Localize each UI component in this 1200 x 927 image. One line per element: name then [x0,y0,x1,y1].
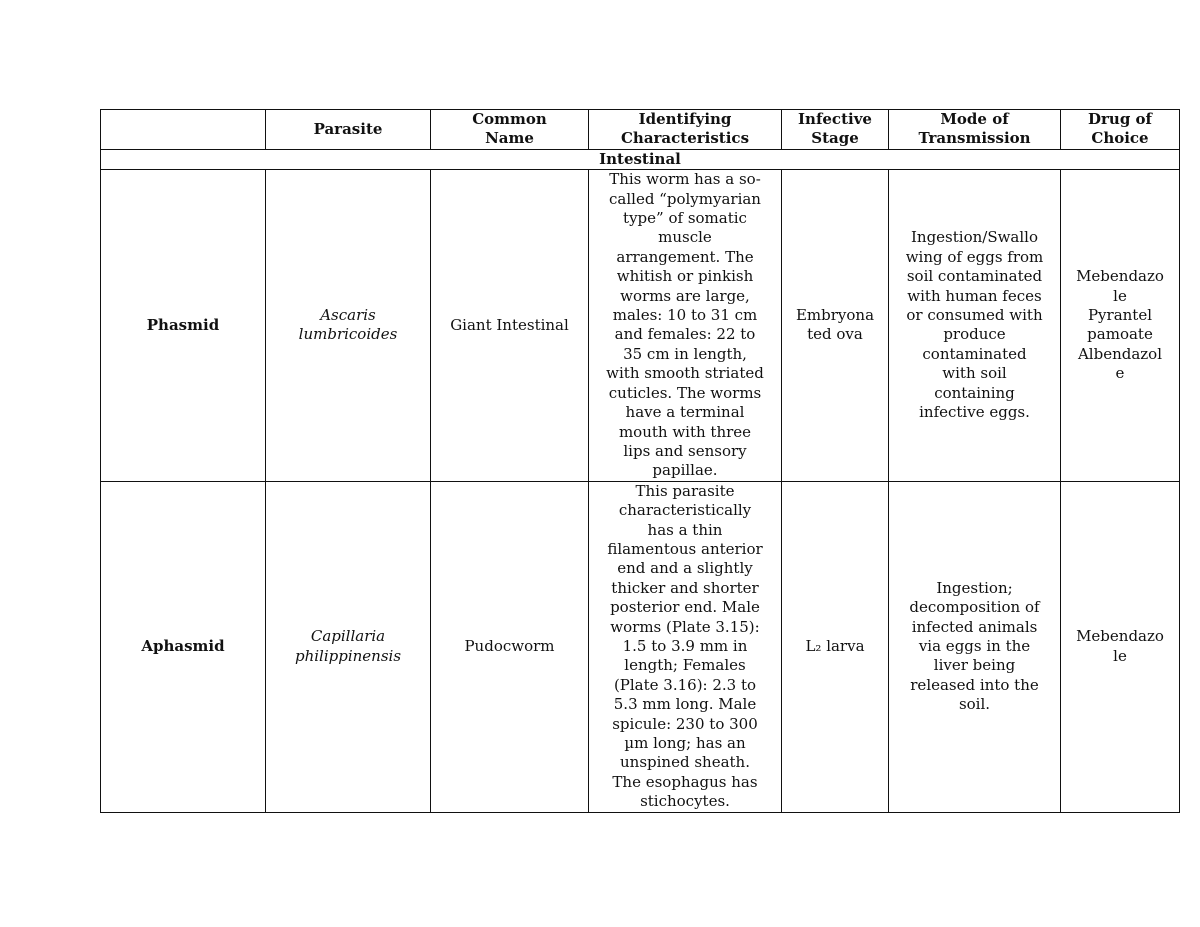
identifying-characteristics-cell: This worm has a so- called “polymyarian type” of somatic muscle arrangement. The whitish or pinkish worms are large, males: 10 to 31 cm and females: 22 to 35 cm in length, with smooth striated cuticles. The worms have a terminal mouth with three lips and sensory papillae. [589,170,782,482]
table-row [101,481,1180,812]
header-cell-drug-of-choice: Drug of Choice [1061,110,1180,150]
row-group-label: Aphasmid [101,481,266,812]
drug-of-choice-cell: Mebendazo le [1061,481,1180,812]
common-name-cell: Pudocworm [431,481,589,812]
parasite-scientific-name: Capillaria philippinensis [266,481,431,812]
table-header-row [101,110,1180,150]
section-label: Intestinal [101,149,1180,169]
infective-stage-cell: L₂ larva [782,481,889,812]
row-group-label: Phasmid [101,170,266,482]
infective-stage-cell: Embryona ted ova [782,170,889,482]
header-cell-identifying-characteristics: Identifying Characteristics [589,110,782,150]
section-row-intestinal [101,149,1180,169]
header-cell-mode-of-transmission: Mode of Transmission [889,110,1061,150]
parasite-table [100,109,1180,813]
identifying-characteristics-cell: This parasite characteristically has a thin filamentous anterior end and a slightly thicker and shorter posterior end. Male worms (Plate 3.15): 1.5 to 3.9 mm in length; Females (Plate 3.16): 2.3 to 5.3 mm long. Male spicule: 230 to 300 µm long; has an unspined sheath. The esophagus has stichocytes. [589,481,782,812]
table-row [101,170,1180,482]
mode-of-transmission-cell: Ingestion; decomposition of infected animals via eggs in the liver being released into the soil. [889,481,1061,812]
common-name-cell: Giant Intestinal [431,170,589,482]
header-cell-common-name: Common Name [431,110,589,150]
header-cell-infective-stage: Infective Stage [782,110,889,150]
header-cell-parasite: Parasite [266,110,431,150]
drug-of-choice-cell: Mebendazo le Pyrantel pamoate Albendazol e [1061,170,1180,482]
mode-of-transmission-cell: Ingestion/Swallo wing of eggs from soil contaminated with human feces or consumed with produce contaminated with soil containing infective eggs. [889,170,1061,482]
header-cell-blank [101,110,266,150]
parasite-scientific-name: Ascaris lumbricoides [266,170,431,482]
